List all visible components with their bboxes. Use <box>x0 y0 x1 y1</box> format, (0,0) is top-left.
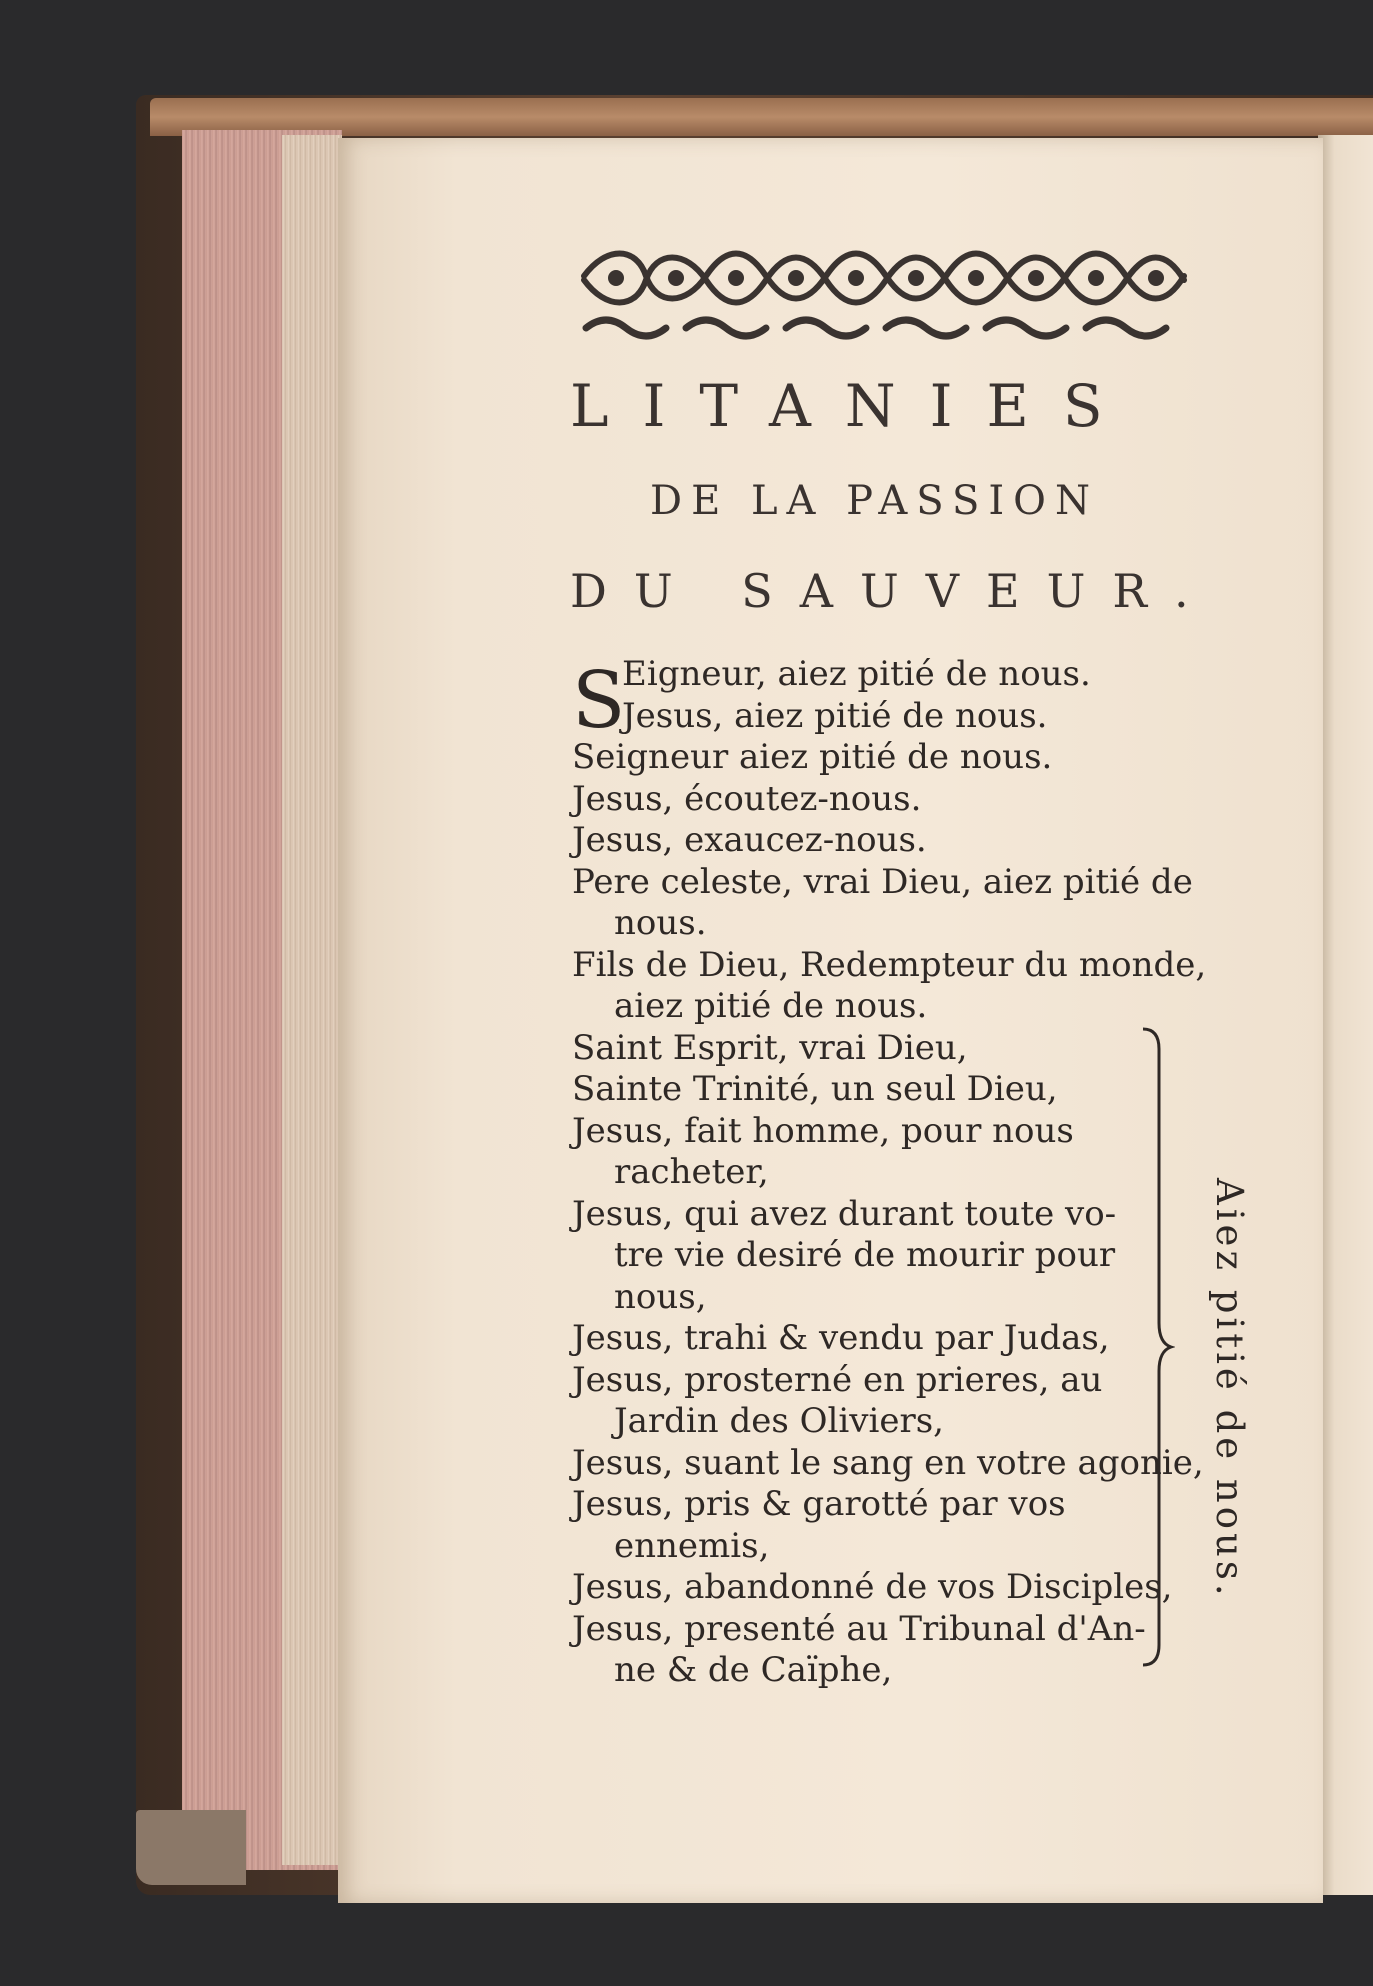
litany-line: Jesus, qui avez durant toute vo- <box>572 1193 1117 1234</box>
litany-line: Jesus, exaucez-nous. <box>572 820 927 860</box>
litany-line: Seigneur aiez pitié de nous. <box>572 737 1053 777</box>
litany-line: Jesus, trahi & vendu par Judas, <box>572 1318 1110 1358</box>
worn-corner <box>136 1810 246 1885</box>
title-de-la-passion: DE LA PASSION <box>650 478 1099 524</box>
litany-line: nous, <box>614 1276 707 1317</box>
drop-cap: S <box>572 656 626 746</box>
litany-line: Jesus, suant le sang en votre agonie, <box>572 1442 1204 1483</box>
litany-line: Jesus, aiez pitié de nous. <box>622 695 1048 736</box>
litany-text <box>572 654 1232 1692</box>
title-du-sauveur: DU SAUVEUR. <box>570 564 1216 618</box>
response-aiez-pitie: Aiez pitié de nous. <box>1208 1178 1251 1600</box>
litany-line: nous. <box>614 903 707 943</box>
litany-line: Fils de Dieu, Redempteur du monde, <box>572 944 1207 985</box>
litany-line: Eigneur, aiez pitié de nous. <box>622 654 1091 694</box>
scroll-ornament-icon <box>576 246 1192 342</box>
litany-line: Sainte Trinité, un seul Dieu, <box>572 1069 1058 1109</box>
litany-line: Jesus, fait homme, pour nous <box>572 1110 1074 1151</box>
litany-line: Jesus, écoutez-nous. <box>572 778 922 819</box>
litany-line: racheter, <box>614 1152 769 1192</box>
litany-line: Jesus, abandonné de vos Disciples, <box>572 1567 1173 1607</box>
litany-line: ne & de Caïphe, <box>614 1650 893 1690</box>
page-edges <box>282 135 342 1865</box>
litany-line: Jardin des Oliviers, <box>614 1401 944 1441</box>
litany-line: ennemis, <box>614 1525 770 1566</box>
litany-line: aiez pitié de nous. <box>614 986 928 1026</box>
litany-line: Jesus, presenté au Tribunal d'An- <box>572 1608 1146 1649</box>
litany-line: Pere celeste, vrai Dieu, aiez pitié de <box>572 861 1193 902</box>
litany-line: Saint Esprit, vrai Dieu, <box>572 1027 968 1068</box>
litany-line: Jesus, prosterné en prieres, au <box>572 1359 1103 1400</box>
brace-icon <box>1135 1025 1175 1670</box>
litany-line: Jesus, pris & garotté par vos <box>572 1484 1066 1524</box>
litany-line: tre vie desiré de mourir pour <box>614 1235 1116 1275</box>
facing-page-edge <box>1318 135 1373 1895</box>
title-litanies: LITANIES <box>570 372 1137 440</box>
